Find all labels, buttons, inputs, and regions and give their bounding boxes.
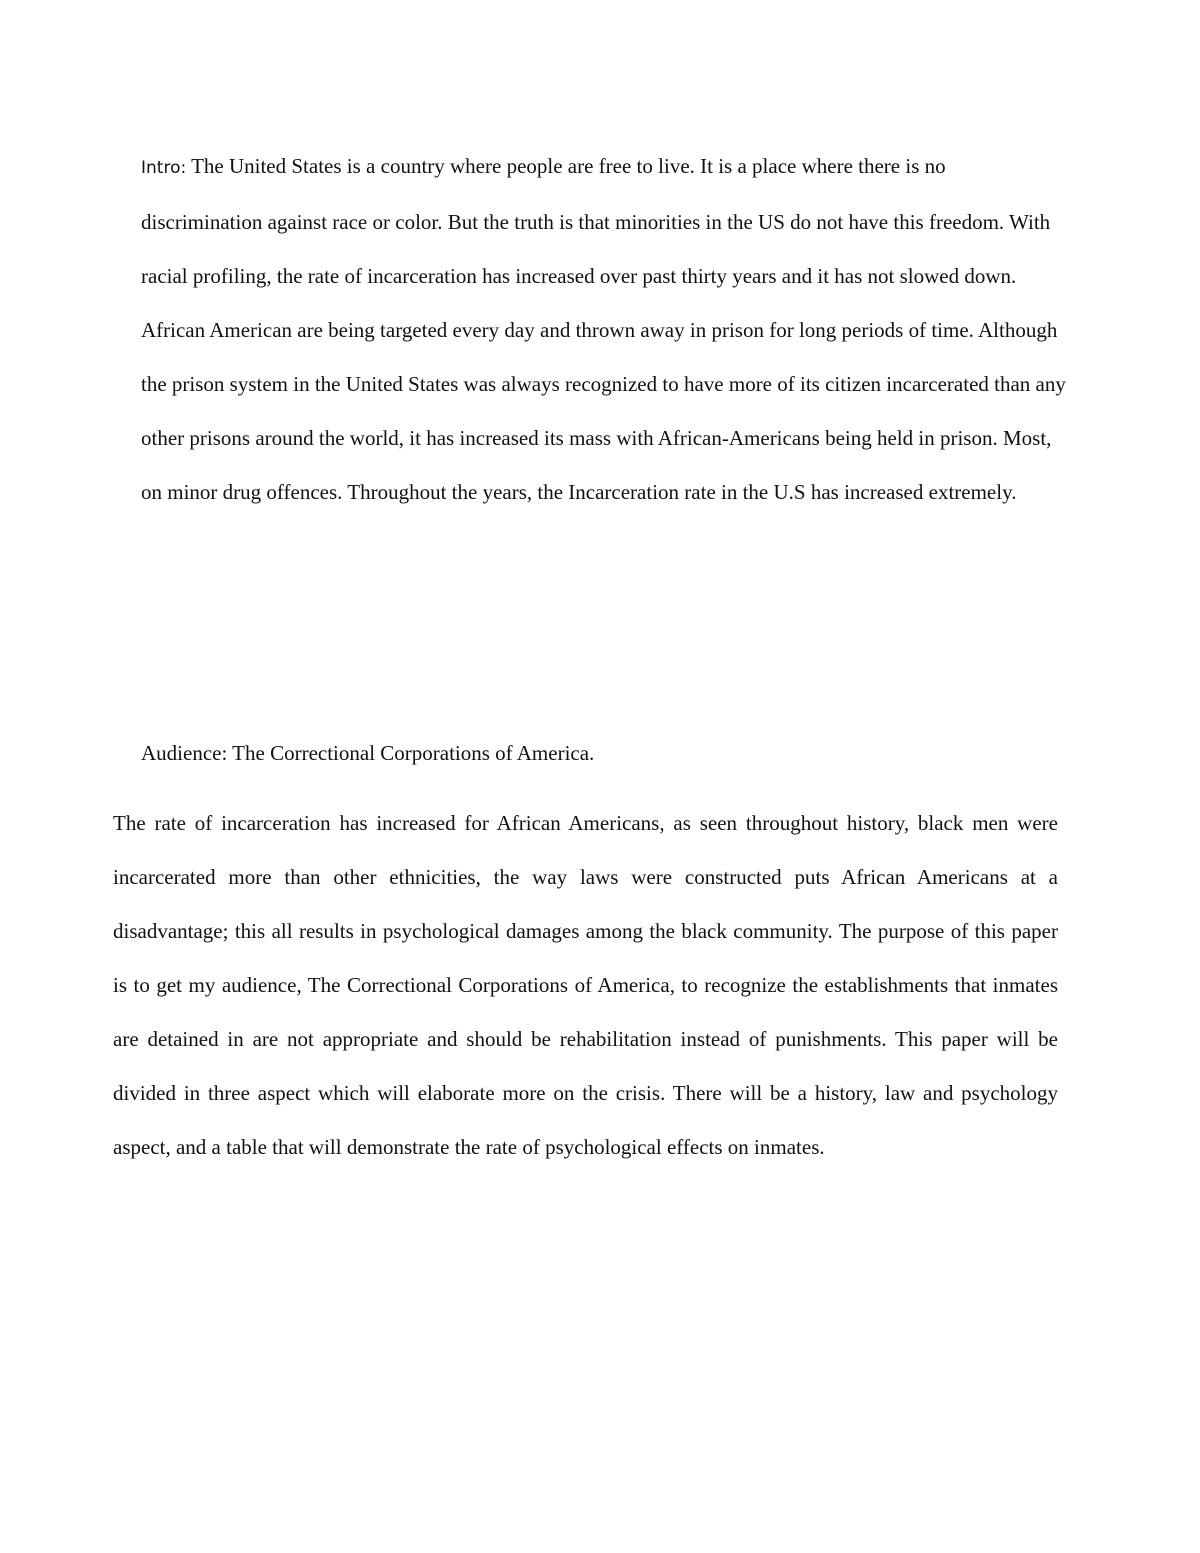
intro-paragraph [141,139,1066,519]
audience-text: The Correctional Corporations of America. [232,741,595,765]
audience-line [141,726,1066,780]
audience-label: Audience: [141,741,228,765]
intro-text: The United States is a country where people are free to live. It is a place where there is no discrimination against race or color. But the truth is that minorities in the US do not have this freedom. With racial profiling, the rate of incarceration has increased over past thirty years and it has not slowed down. African American are being targeted every day and thrown away in prison for long periods of time. Although the prison system in the United States was always recognized to have more of its citizen incarcerated than any other prisons around the world, it has increased its mass with African-Americans being held in prison. Most, on minor drug offences. Throughout the years, the Incarceration rate in the U.S has increased extremely. [141,154,1066,504]
body-paragraph: The rate of incarceration has increased for African Americans, as seen throughout history, black men were incarcerated more than other ethnicities, the way laws were constructed puts African Americans at a disadvantage; this all results in psychological damages among the black community. The purpose of this paper is to get my audience, The Correctional Corporations of America, to recognize the establishments that inmates are detained in are not appropriate and should be rehabilitation instead of punishments. This paper will be divided in three aspect which will elaborate more on the crisis. There will be a history, law and psychology aspect, and a table that will demonstrate the rate of psychological effects on inmates. [113,811,1058,1159]
intro-label: Intro: [141,158,187,178]
